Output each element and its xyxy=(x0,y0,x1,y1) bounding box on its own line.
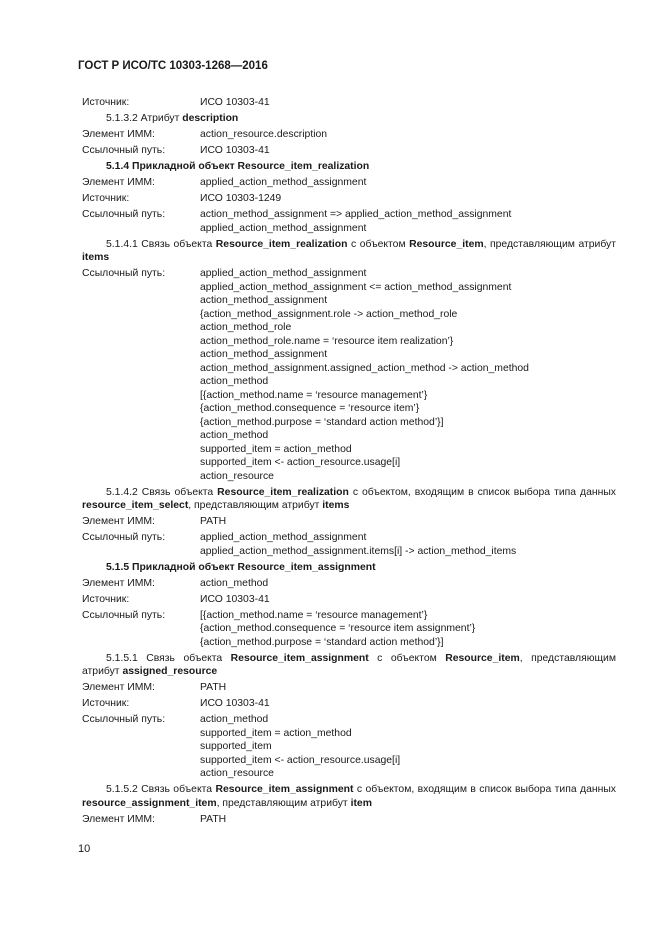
bold-term: Resource_item_assignment xyxy=(230,652,369,664)
field-row xyxy=(82,813,616,827)
field-values xyxy=(200,577,616,591)
field-values xyxy=(200,813,616,827)
field-row xyxy=(82,531,616,558)
field-value-line: PATH xyxy=(200,516,227,527)
field-value-line: action_method_assignment xyxy=(200,349,328,360)
field-label: Источник: xyxy=(82,698,130,709)
bold-term: Resource_item xyxy=(409,238,484,250)
field-label: Элемент ИММ: xyxy=(82,516,155,527)
field-value-line: action_resource.description xyxy=(200,129,328,140)
field-value-line: supported_item = action_method xyxy=(200,727,352,739)
field-value-line: supported_item <- action_resource.usage[i] xyxy=(200,754,401,766)
field-value-line: applied_action_method_assignment xyxy=(200,177,367,188)
field-values xyxy=(200,267,616,483)
field-values xyxy=(200,697,616,711)
field-values xyxy=(200,681,616,695)
field-label: Элемент ИММ: xyxy=(82,129,155,140)
field-values xyxy=(200,176,616,190)
bold-term: Resource_item_realization xyxy=(215,238,348,250)
field-value-line: supported_item xyxy=(200,741,272,752)
bold-term: Resource_item_realization xyxy=(217,486,349,498)
page-number: 10 xyxy=(78,843,91,855)
text-run: , представляющим атрибут xyxy=(216,797,351,809)
field-values xyxy=(200,593,616,607)
field-value-line: applied_action_method_assignment xyxy=(200,532,367,543)
field-value-line: applied_action_method_assignment xyxy=(200,268,367,279)
field-row xyxy=(82,681,616,695)
text-run: , представляющим атрибут xyxy=(188,500,323,511)
field-value-line: ИСО 10303-41 xyxy=(200,593,270,605)
text-run: 5.1.5 Прикладной объект Resource_item_assignment xyxy=(106,561,376,573)
field-value-line: action_method_assignment => applied_action_method_assignment xyxy=(200,209,512,220)
text-run: 5.1.5.2 Связь объекта xyxy=(106,784,216,795)
field-label: Элемент ИММ: xyxy=(82,813,155,825)
field-values xyxy=(200,208,616,235)
text-run: 5.1.4.2 Связь объекта xyxy=(106,486,218,498)
field-value-line: action_method_assignment.assigned_action_method -> action_method xyxy=(200,362,529,374)
field-value-line: PATH xyxy=(200,813,227,825)
text-run: с объектом xyxy=(347,238,410,250)
field-value-line: action_method xyxy=(200,430,269,441)
field-row xyxy=(82,713,616,781)
field-value-line: ИСО 10303-41 xyxy=(200,145,270,156)
text-run: , представляющим атрибут xyxy=(483,238,617,250)
field-label: Элемент ИММ: xyxy=(82,577,155,589)
field-value-line: ИСО 10303-41 xyxy=(200,97,270,108)
field-value-line: {action_method.purpose = ‘standard action method’}] xyxy=(200,636,444,648)
field-values xyxy=(200,515,616,529)
field-value-line: supported_item = action_method xyxy=(200,443,352,455)
bold-term: assigned_resource xyxy=(122,666,218,677)
field-value-line: action_method xyxy=(200,714,269,725)
field-row xyxy=(82,609,616,650)
field-label: Ссылочный путь: xyxy=(82,209,166,220)
field-value-line: action_method_role.name = ‘resource item realization’} xyxy=(200,335,454,347)
field-value-line: action_method xyxy=(200,376,269,387)
field-label: Ссылочный путь: xyxy=(82,532,166,543)
field-value-line: supported_item <- action_resource.usage[i] xyxy=(200,457,401,468)
field-value-line: applied_action_method_assignment.items[i] -> action_method_items xyxy=(200,545,517,557)
bold-term: items xyxy=(322,500,350,511)
field-row xyxy=(82,208,616,235)
field-row xyxy=(82,128,616,142)
field-values xyxy=(200,128,616,142)
section-paragraph xyxy=(82,652,616,679)
field-label: Источник: xyxy=(82,193,130,204)
section-paragraph xyxy=(82,783,616,810)
field-value-line: PATH xyxy=(200,682,227,693)
field-value-line: action_method_role xyxy=(200,322,292,333)
section-heading xyxy=(82,561,616,575)
field-label: Источник: xyxy=(82,97,130,108)
text-run: с объектом, входящим в список выбора типа данных xyxy=(348,486,616,498)
section-paragraph xyxy=(82,486,616,513)
field-row xyxy=(82,697,616,711)
field-label: Элемент ИММ: xyxy=(82,177,155,188)
field-values xyxy=(200,192,616,206)
bold-term: Resource_item xyxy=(445,652,520,664)
field-value-line: {action_method_assignment.role -> action_method_role xyxy=(200,308,458,320)
field-label: Ссылочный путь: xyxy=(82,268,166,279)
bold-term: resource_item_select xyxy=(82,500,189,511)
text-run: с объектом xyxy=(368,652,446,664)
field-value-line: applied_action_method_assignment xyxy=(200,222,367,234)
field-value-line: {action_method.consequence = ‘resource item assignment’} xyxy=(200,623,476,634)
field-value-line: action_method_assignment xyxy=(200,295,328,306)
field-row xyxy=(82,515,616,529)
bold-term: description xyxy=(182,113,239,124)
document-body xyxy=(82,96,616,829)
section-paragraph xyxy=(82,238,616,265)
text-run: , представляющим атрибут xyxy=(82,652,616,677)
field-label: Источник: xyxy=(82,593,130,605)
section-heading xyxy=(82,160,616,174)
field-row xyxy=(82,176,616,190)
field-value-line: ИСО 10303-1249 xyxy=(200,193,282,204)
field-value-line: [{action_method.name = ‘resource management’} xyxy=(200,609,428,621)
section-heading xyxy=(82,112,616,126)
field-row xyxy=(82,577,616,591)
field-value-line: action_method xyxy=(200,577,269,589)
text-run: с объектом, входящим в список выбора типа данных xyxy=(353,784,616,795)
field-value-line: ИСО 10303-41 xyxy=(200,698,270,709)
bold-term: Resource_item_assignment xyxy=(215,784,354,795)
field-values xyxy=(200,96,616,110)
field-row xyxy=(82,192,616,206)
field-value-line: action_resource xyxy=(200,470,274,482)
field-label: Элемент ИММ: xyxy=(82,682,155,693)
field-values xyxy=(200,531,616,558)
field-row xyxy=(82,96,616,110)
field-label: Ссылочный путь: xyxy=(82,145,166,156)
bold-term: item xyxy=(350,797,372,809)
document-header: ГОСТ Р ИСО/ТС 10303-1268—2016 xyxy=(78,60,268,72)
field-row xyxy=(82,267,616,483)
field-value-line: [{action_method.name = ‘resource management’} xyxy=(200,389,428,401)
field-label: Ссылочный путь: xyxy=(82,714,166,725)
field-label: Ссылочный путь: xyxy=(82,609,166,621)
field-value-line: applied_action_method_assignment <= action_method_assignment xyxy=(200,281,512,293)
field-values xyxy=(200,609,616,650)
field-values xyxy=(200,144,616,158)
field-row xyxy=(82,593,616,607)
bold-term: items xyxy=(82,252,110,263)
text-run: 5.1.4.1 Связь объекта xyxy=(106,238,216,250)
field-row xyxy=(82,144,616,158)
bold-term: resource_assignment_item xyxy=(82,797,217,809)
text-run: 5.1.3.2 Атрибут xyxy=(106,113,183,124)
text-run: 5.1.5.1 Связь объекта xyxy=(106,652,231,664)
text-run: 5.1.4 Прикладной объект Resource_item_realization xyxy=(106,161,370,172)
field-value-line: {action_method.consequence = ‘resource item’} xyxy=(200,403,420,414)
field-value-line: {action_method.purpose = ‘standard action method’}] xyxy=(200,416,444,428)
field-values xyxy=(200,713,616,781)
field-value-line: action_resource xyxy=(200,768,274,779)
